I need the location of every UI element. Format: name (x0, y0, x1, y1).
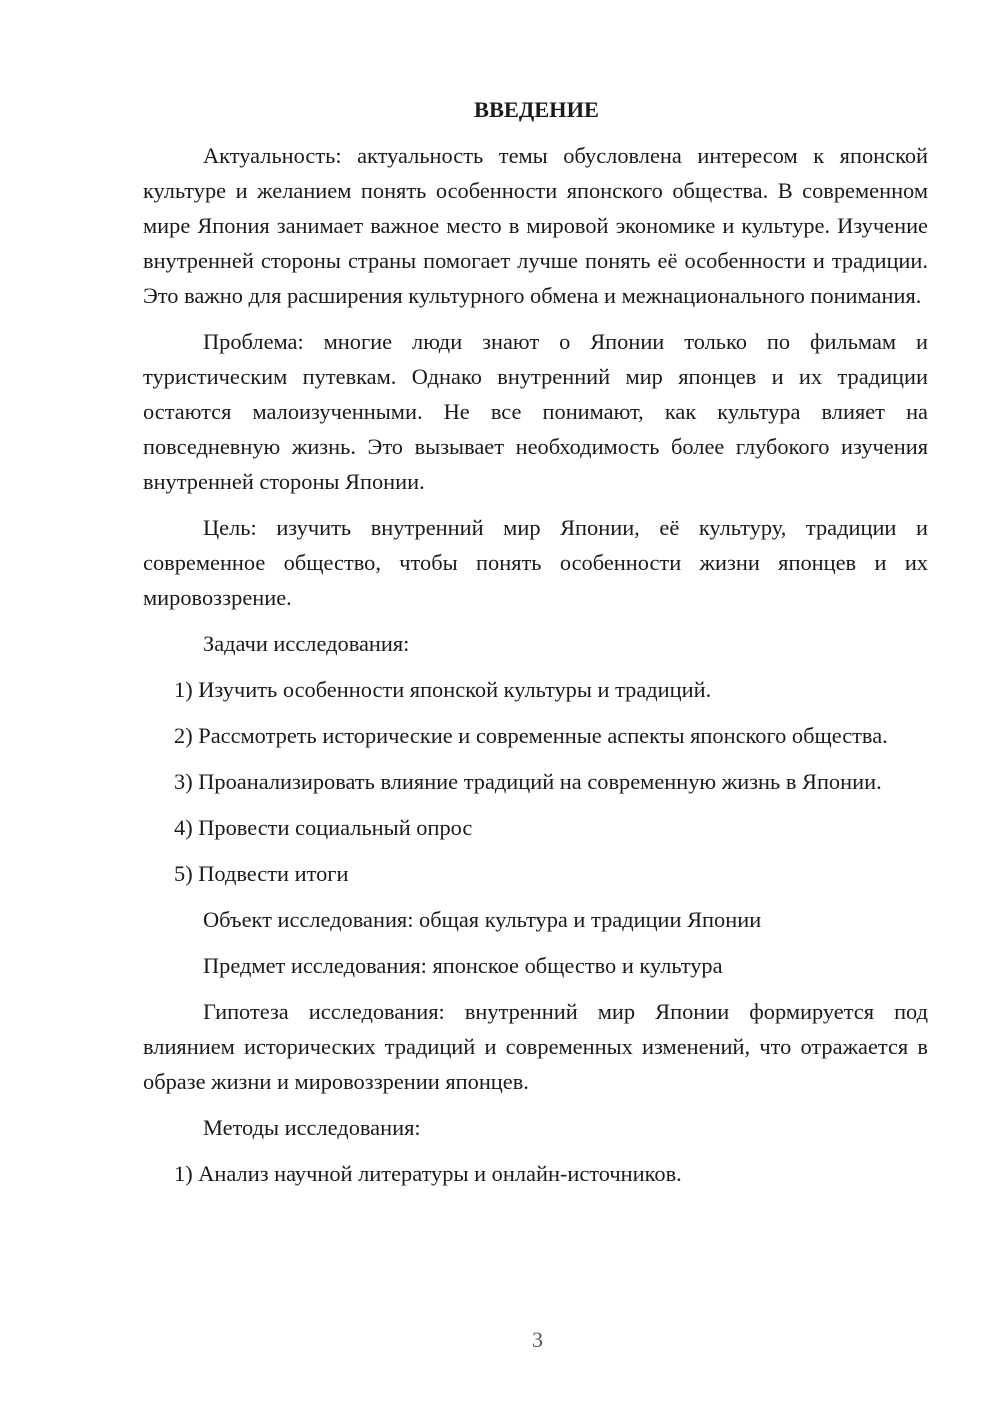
task-item-2: 2) Рассмотреть исторические и современные аспекты японского общества. (174, 723, 888, 748)
method-item-1: 1) Анализ научной литературы и онлайн-источников. (174, 1161, 682, 1186)
methods-heading: Методы исследования: (203, 1115, 421, 1140)
problem-paragraph: Проблема: многие люди знают о Японии только по фильмам и туристическим путевкам. Однако внутренний мир японцев и их традиции остаются малоизученными. Не все понимают, как культура влияет на повседневную жизнь. Это вызывает необходимость более глубокого изучения внутренней стороны Японии. (143, 329, 928, 494)
section-title: ВВЕДЕНИЕ (474, 97, 599, 122)
document-page (143, 92, 928, 1202)
hypothesis-paragraph: Гипотеза исследования: внутренний мир Японии формируется под влиянием исторических традиций и современных изменений, что отражается в образе жизни и мировоззрении японцев. (143, 999, 928, 1094)
research-object: Объект исследования: общая культура и традиции Японии (203, 907, 762, 932)
task-item-4: 4) Провести социальный опрос (174, 815, 473, 840)
relevance-paragraph: Актуальность: актуальность темы обусловлена интересом к японской культуре и желанием понять особенности японского общества. В современном мире Япония занимает важное место в мировой экономике и культуре. Изучение внутренней стороны страны помогает лучше понять её особенности и традиции. Это важно для расширения культурного обмена и межнационального понимания. (143, 143, 928, 308)
page-number: 3 (532, 1327, 543, 1352)
task-item-3: 3) Проанализировать влияние традиций на современную жизнь в Японии. (174, 769, 882, 794)
research-subject: Предмет исследования: японское общество и культура (203, 953, 723, 978)
task-item-1: 1) Изучить особенности японской культуры и традиций. (174, 677, 712, 702)
tasks-heading: Задачи исследования: (203, 631, 410, 656)
task-item-5: 5) Подвести итоги (174, 861, 349, 886)
goal-paragraph: Цель: изучить внутренний мир Японии, её культуру, традиции и современное общество, чтобы понять особенности жизни японцев и их мировоззрение. (143, 515, 928, 610)
